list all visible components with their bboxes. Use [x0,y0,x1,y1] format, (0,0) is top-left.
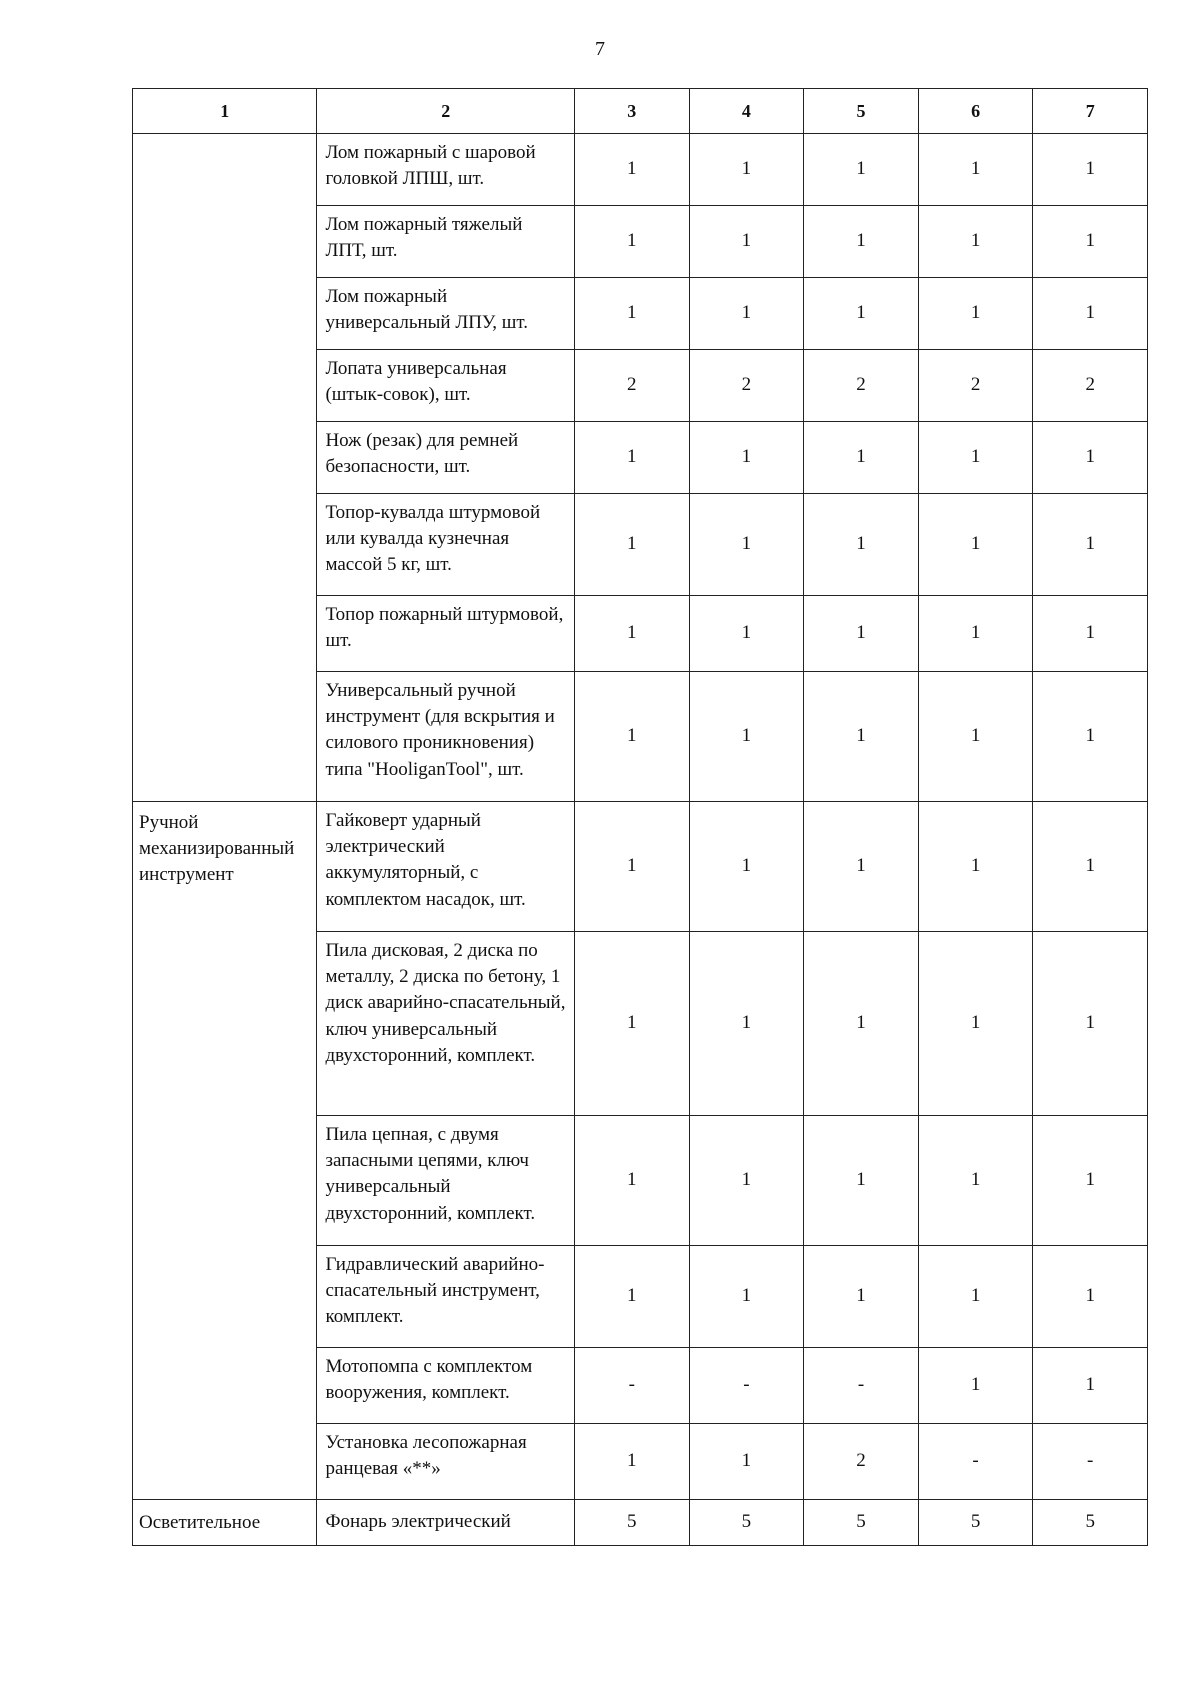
column-header: 5 [804,89,919,134]
value-cell: 1 [689,134,804,206]
value-cell: 5 [1033,1500,1148,1546]
value-cell: 1 [689,802,804,932]
value-cell: 1 [804,134,919,206]
value-cell: 1 [689,1116,804,1246]
value-cell: 1 [918,278,1033,350]
value-cell: 1 [689,1246,804,1348]
value-cell: 1 [575,206,690,278]
value-cell: 1 [1033,596,1148,672]
value-cell: 1 [804,932,919,1116]
value-cell: 1 [918,422,1033,494]
item-name: Лом пожарный тяжелый ЛПТ, шт. [317,206,575,278]
value-cell: 2 [1033,350,1148,422]
column-header: 3 [575,89,690,134]
table-row [133,134,1148,206]
value-cell: 1 [575,672,690,802]
value-cell: 1 [689,422,804,494]
category-cell-empty [133,134,317,802]
value-cell: 1 [804,1116,919,1246]
value-cell: 1 [804,1246,919,1348]
value-cell: 1 [918,1348,1033,1424]
column-header: 1 [133,89,317,134]
value-cell: 1 [918,206,1033,278]
value-cell: 1 [1033,134,1148,206]
value-cell: 2 [804,350,919,422]
value-cell: 1 [689,596,804,672]
value-cell: 1 [575,1246,690,1348]
value-cell: - [575,1348,690,1424]
value-cell: 1 [575,494,690,596]
column-header: 6 [918,89,1033,134]
value-cell: 1 [575,596,690,672]
item-name: Топор-кувалда штурмовой или кувалда кузнечная массой 5 кг, шт. [317,494,575,596]
value-cell: 1 [804,672,919,802]
value-cell: 1 [689,932,804,1116]
value-cell: 1 [689,1424,804,1500]
value-cell: 1 [689,672,804,802]
value-cell: 1 [575,134,690,206]
value-cell: 1 [575,1424,690,1500]
value-cell: 1 [689,494,804,596]
value-cell: 1 [689,206,804,278]
item-name: Топор пожарный штурмовой, шт. [317,596,575,672]
item-name: Установка лесопожарная ранцевая «**» [317,1424,575,1500]
value-cell: - [804,1348,919,1424]
value-cell: 1 [804,278,919,350]
value-cell: 1 [918,494,1033,596]
item-name: Фонарь электрический [317,1500,575,1546]
value-cell: 1 [1033,1116,1148,1246]
item-name: Нож (резак) для ремней безопасности, шт. [317,422,575,494]
item-name: Лом пожарный универсальный ЛПУ, шт. [317,278,575,350]
value-cell: 1 [1033,1348,1148,1424]
value-cell: 1 [804,206,919,278]
table-row [133,1500,1148,1546]
column-header: 4 [689,89,804,134]
item-name: Гидравлический аварийно-спасательный инструмент, комплект. [317,1246,575,1348]
equipment-table [132,88,1148,1546]
table-row [133,802,1148,932]
value-cell: 1 [804,422,919,494]
value-cell: 1 [1033,672,1148,802]
value-cell: 1 [804,802,919,932]
value-cell: - [689,1348,804,1424]
value-cell: 1 [689,278,804,350]
header-row [133,89,1148,134]
category-cell: Осветительное [133,1500,317,1546]
value-cell: 2 [689,350,804,422]
item-name: Лопата универсальная (штык-совок), шт. [317,350,575,422]
value-cell: 1 [1033,802,1148,932]
value-cell: 1 [1033,206,1148,278]
item-name: Пила дисковая, 2 диска по металлу, 2 диска по бетону, 1 диск аварийно-спасательный, ключ универсальный двухсторонний, комплект. [317,932,575,1116]
value-cell: 1 [1033,494,1148,596]
page-number: 7 [595,38,605,60]
column-header: 7 [1033,89,1148,134]
value-cell: 1 [918,134,1033,206]
value-cell: 1 [1033,932,1148,1116]
value-cell: 1 [575,802,690,932]
value-cell: 1 [918,596,1033,672]
value-cell: - [1033,1424,1148,1500]
value-cell: 1 [575,422,690,494]
value-cell: 5 [804,1500,919,1546]
category-cell: Ручной механизированный инструмент [133,802,317,1500]
item-name: Универсальный ручной инструмент (для вскрытия и силового проникновения) типа "HooliganTool", шт. [317,672,575,802]
value-cell: 1 [575,1116,690,1246]
value-cell: 1 [918,672,1033,802]
value-cell: 1 [918,932,1033,1116]
value-cell: 2 [804,1424,919,1500]
value-cell: 1 [918,1246,1033,1348]
value-cell: 1 [918,802,1033,932]
value-cell: 1 [1033,422,1148,494]
value-cell: - [918,1424,1033,1500]
value-cell: 1 [804,494,919,596]
item-name: Мотопомпа с комплектом вооружения, комплект. [317,1348,575,1424]
value-cell: 2 [575,350,690,422]
value-cell: 1 [918,1116,1033,1246]
value-cell: 1 [575,932,690,1116]
value-cell: 1 [804,596,919,672]
value-cell: 2 [918,350,1033,422]
item-name: Пила цепная, с двумя запасными цепями, ключ универсальный двухсторонний, комплект. [317,1116,575,1246]
value-cell: 1 [1033,278,1148,350]
value-cell: 1 [1033,1246,1148,1348]
value-cell: 5 [918,1500,1033,1546]
value-cell: 5 [575,1500,690,1546]
item-name: Лом пожарный с шаровой головкой ЛПШ, шт. [317,134,575,206]
value-cell: 5 [689,1500,804,1546]
item-name: Гайковерт ударный электрический аккумуляторный, с комплектом насадок, шт. [317,802,575,932]
value-cell: 1 [575,278,690,350]
column-header: 2 [317,89,575,134]
